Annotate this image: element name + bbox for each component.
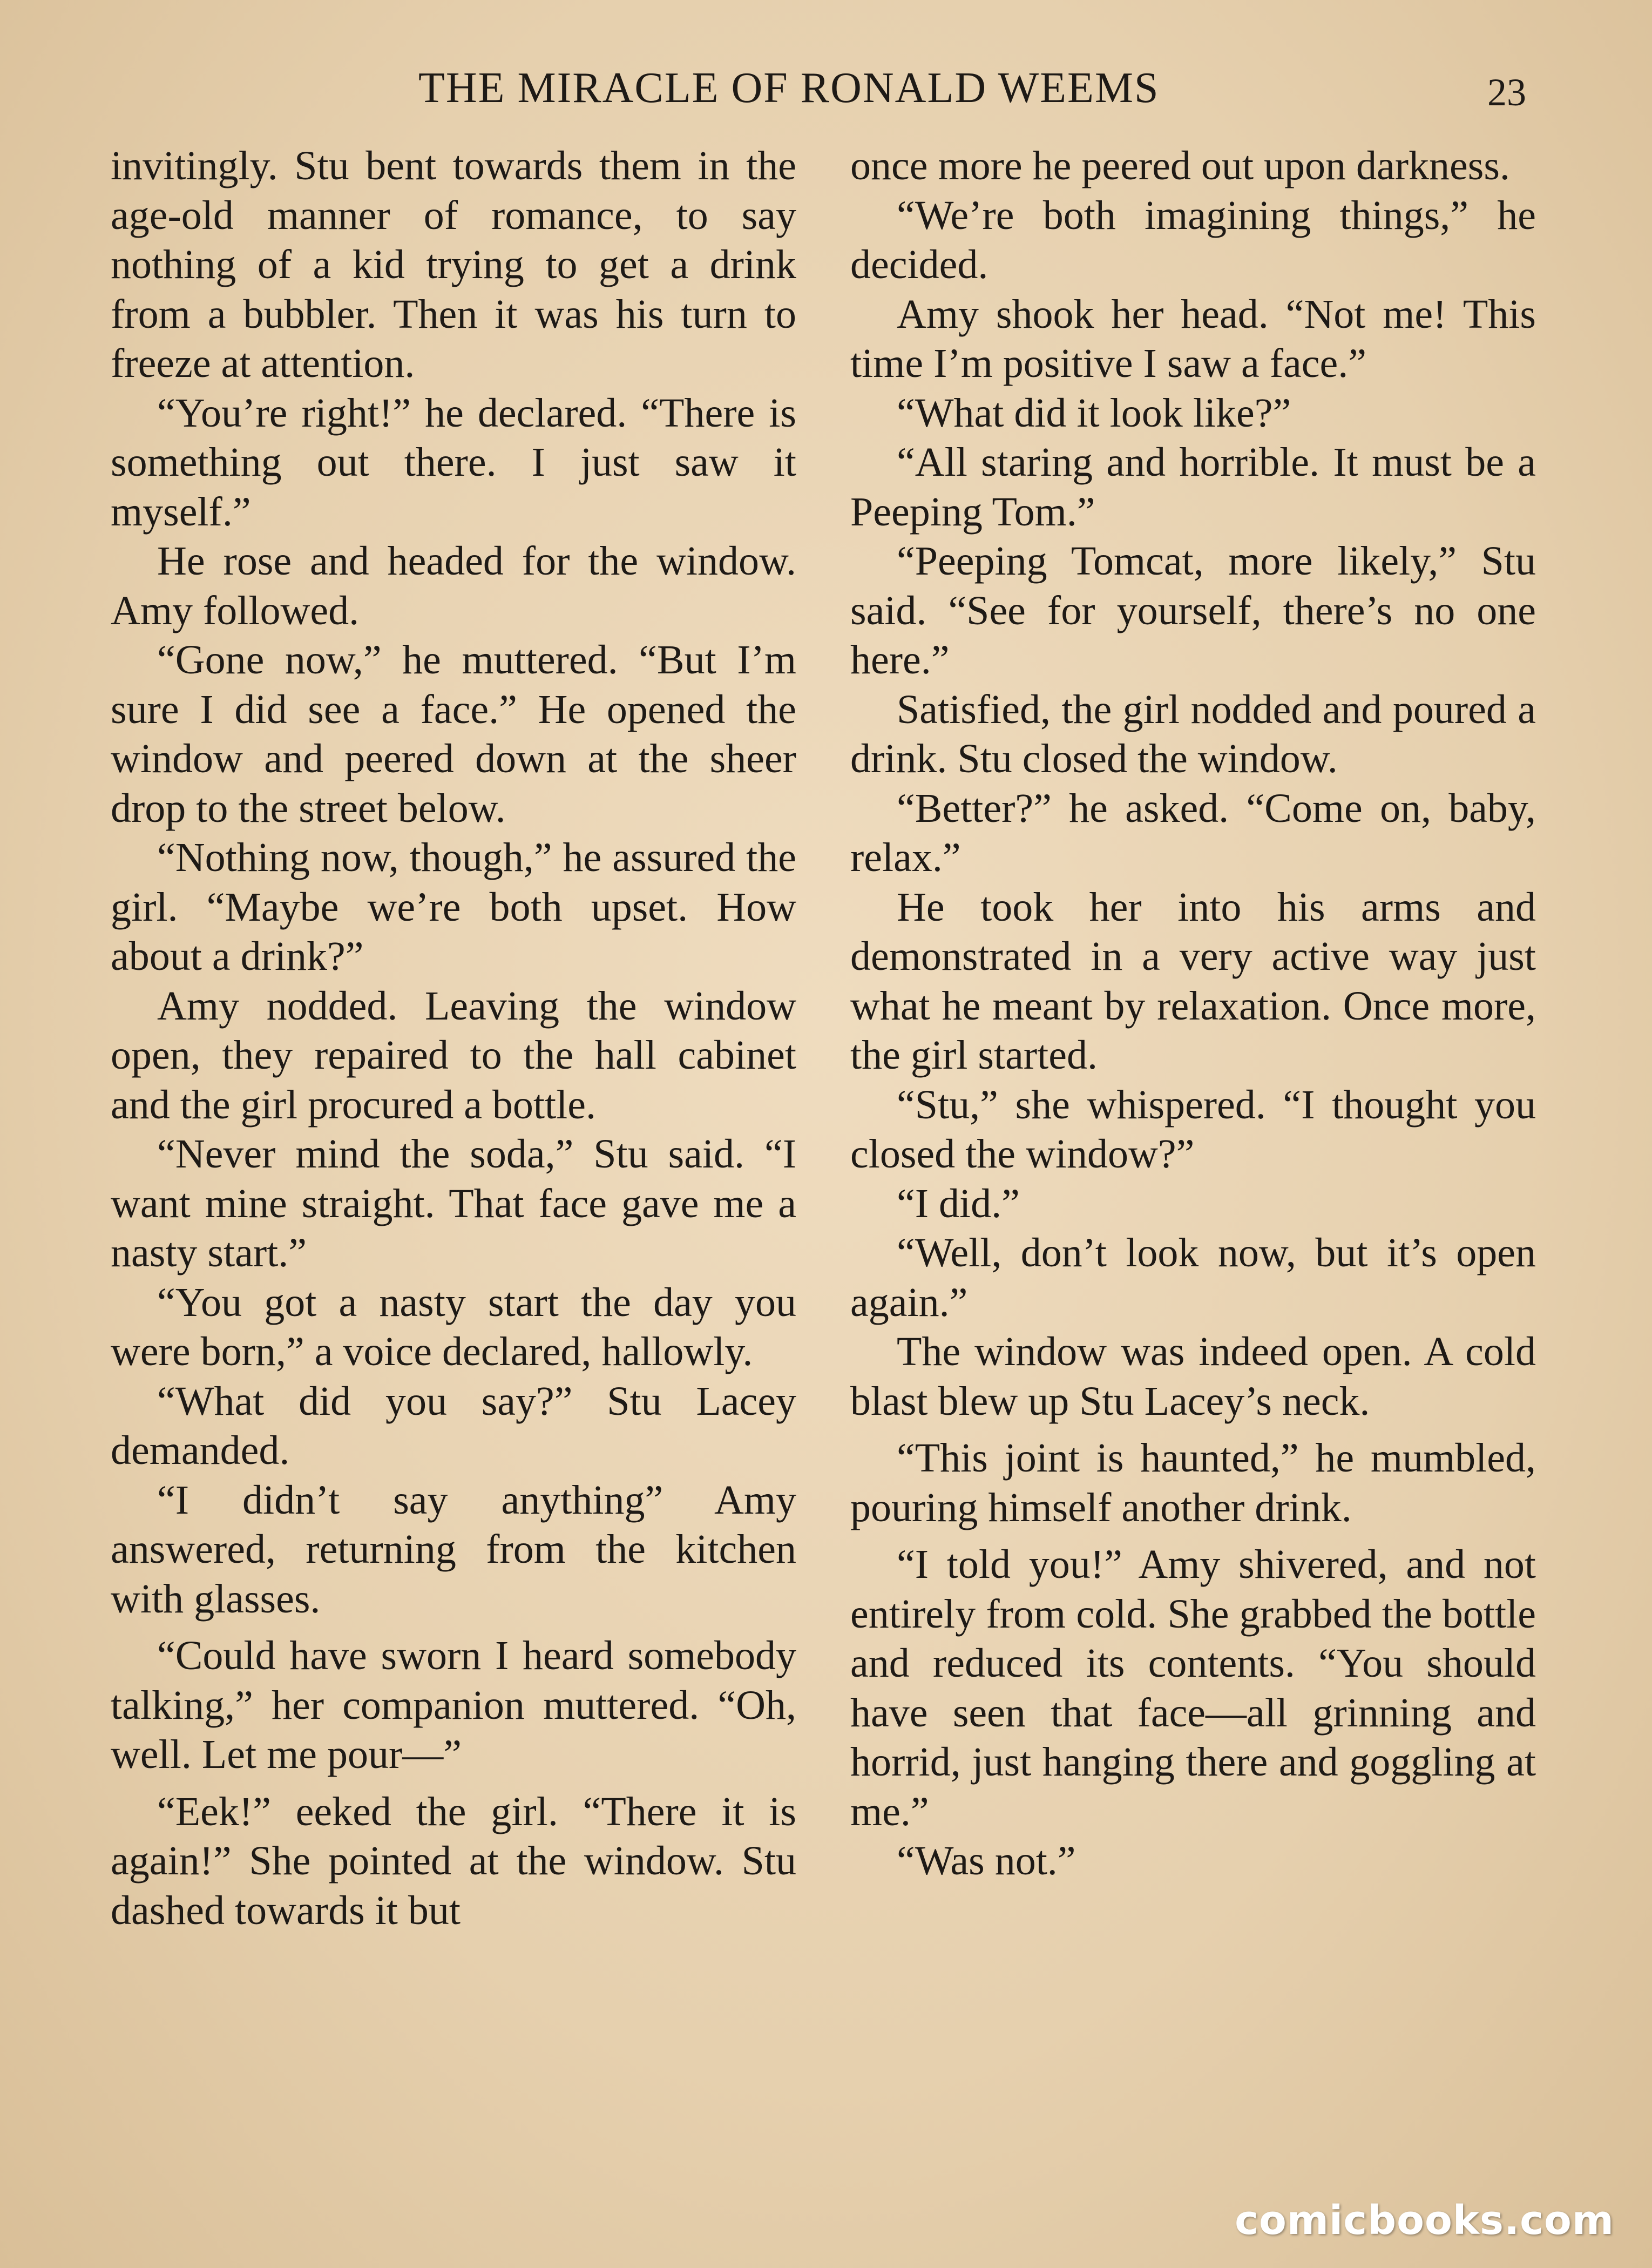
paragraph: “Peeping Tomcat, more likely,” Stu said. “See for yourself, there’s no one here.” (850, 538, 1536, 683)
paragraph: “Gone now,” he muttered. “But I’m sure I did see a face.” He opened the window and peered down at the sheer drop to the street below. (111, 637, 796, 831)
watermark-logo: comicbooks.com (1235, 2197, 1614, 2244)
page-header (0, 64, 1652, 118)
paragraph: “I told you!” Amy shivered, and not entirely from cold. She grabbed the bottle and reduced its contents. “You should have seen that face—all grinning and horrid, just hanging there and goggling at me.” (850, 1542, 1536, 1834)
paragraph: He took her into his arms and demonstrated in a very active way just what he meant by relaxation. Once more, the girl started. (850, 884, 1536, 1078)
paragraph: “Could have sworn I heard somebody talking,” her companion muttered. “Oh, well. Let me pour—” (111, 1633, 796, 1777)
paragraph: The window was indeed open. A cold blast blew up Stu Lacey’s neck. (850, 1329, 1536, 1424)
paragraph: once more he peered out upon darkness. (850, 143, 1510, 188)
paragraph: “Nothing now, though,” he assured the girl. “Maybe we’re both upset. How about a drink?” (111, 835, 796, 979)
paragraph: “Never mind the soda,” Stu said. “I want mine straight. That face gave me a nasty start.” (111, 1131, 796, 1275)
paragraph: “You got a nasty start the day you were born,” a voice declared, hallowly. (111, 1279, 796, 1374)
right-column (850, 141, 1536, 1886)
paragraph: Satisfied, the girl nodded and poured a drink. Stu closed the window. (850, 686, 1536, 781)
paragraph: “Stu,” she whispered. “I thought you closed the window?” (850, 1082, 1536, 1177)
page-number: 23 (1487, 71, 1526, 114)
paragraph: “What did it look like?” (897, 390, 1291, 436)
left-column (111, 141, 796, 1935)
paragraph: “Well, don’t look now, but it’s open again.” (850, 1230, 1536, 1325)
paragraph: “This joint is haunted,” he mumbled, pouring himself another drink. (850, 1435, 1536, 1530)
running-title: THE MIRACLE OF RONALD WEEMS (418, 64, 1160, 112)
paragraph: “Eek!” eeked the girl. “There it is again!” She pointed at the window. Stu dashed towards it but (111, 1788, 796, 1933)
paragraph: “Was not.” (897, 1838, 1076, 1884)
paragraph: invitingly. Stu bent towards them in the age-old manner of romance, to say nothing of a kid trying to get a drink from a bubbler. Then it was his turn to freeze at attention. (111, 143, 796, 386)
paragraph: He rose and headed for the window. Amy followed. (111, 538, 796, 633)
paragraph: “I didn’t say anything” Amy answered, returning from the kitchen with glasses. (111, 1477, 796, 1622)
paragraph: “What did you say?” Stu Lacey demanded. (111, 1378, 796, 1473)
paragraph: “You’re right!” he declared. “There is something out there. I just saw it myself.” (111, 390, 796, 535)
paragraph: “Better?” he asked. “Come on, baby, relax.” (850, 785, 1536, 880)
paragraph: Amy shook her head. “Not me! This time I’m positive I saw a face.” (850, 291, 1536, 386)
paragraph: “We’re both imagining things,” he decided. (850, 192, 1536, 287)
paragraph: “All staring and horrible. It must be a Peeping Tom.” (850, 440, 1536, 535)
paragraph: “I did.” (897, 1180, 1020, 1226)
paragraph: Amy nodded. Leaving the window open, they repaired to the hall cabinet and the girl procured a bottle. (111, 983, 796, 1128)
